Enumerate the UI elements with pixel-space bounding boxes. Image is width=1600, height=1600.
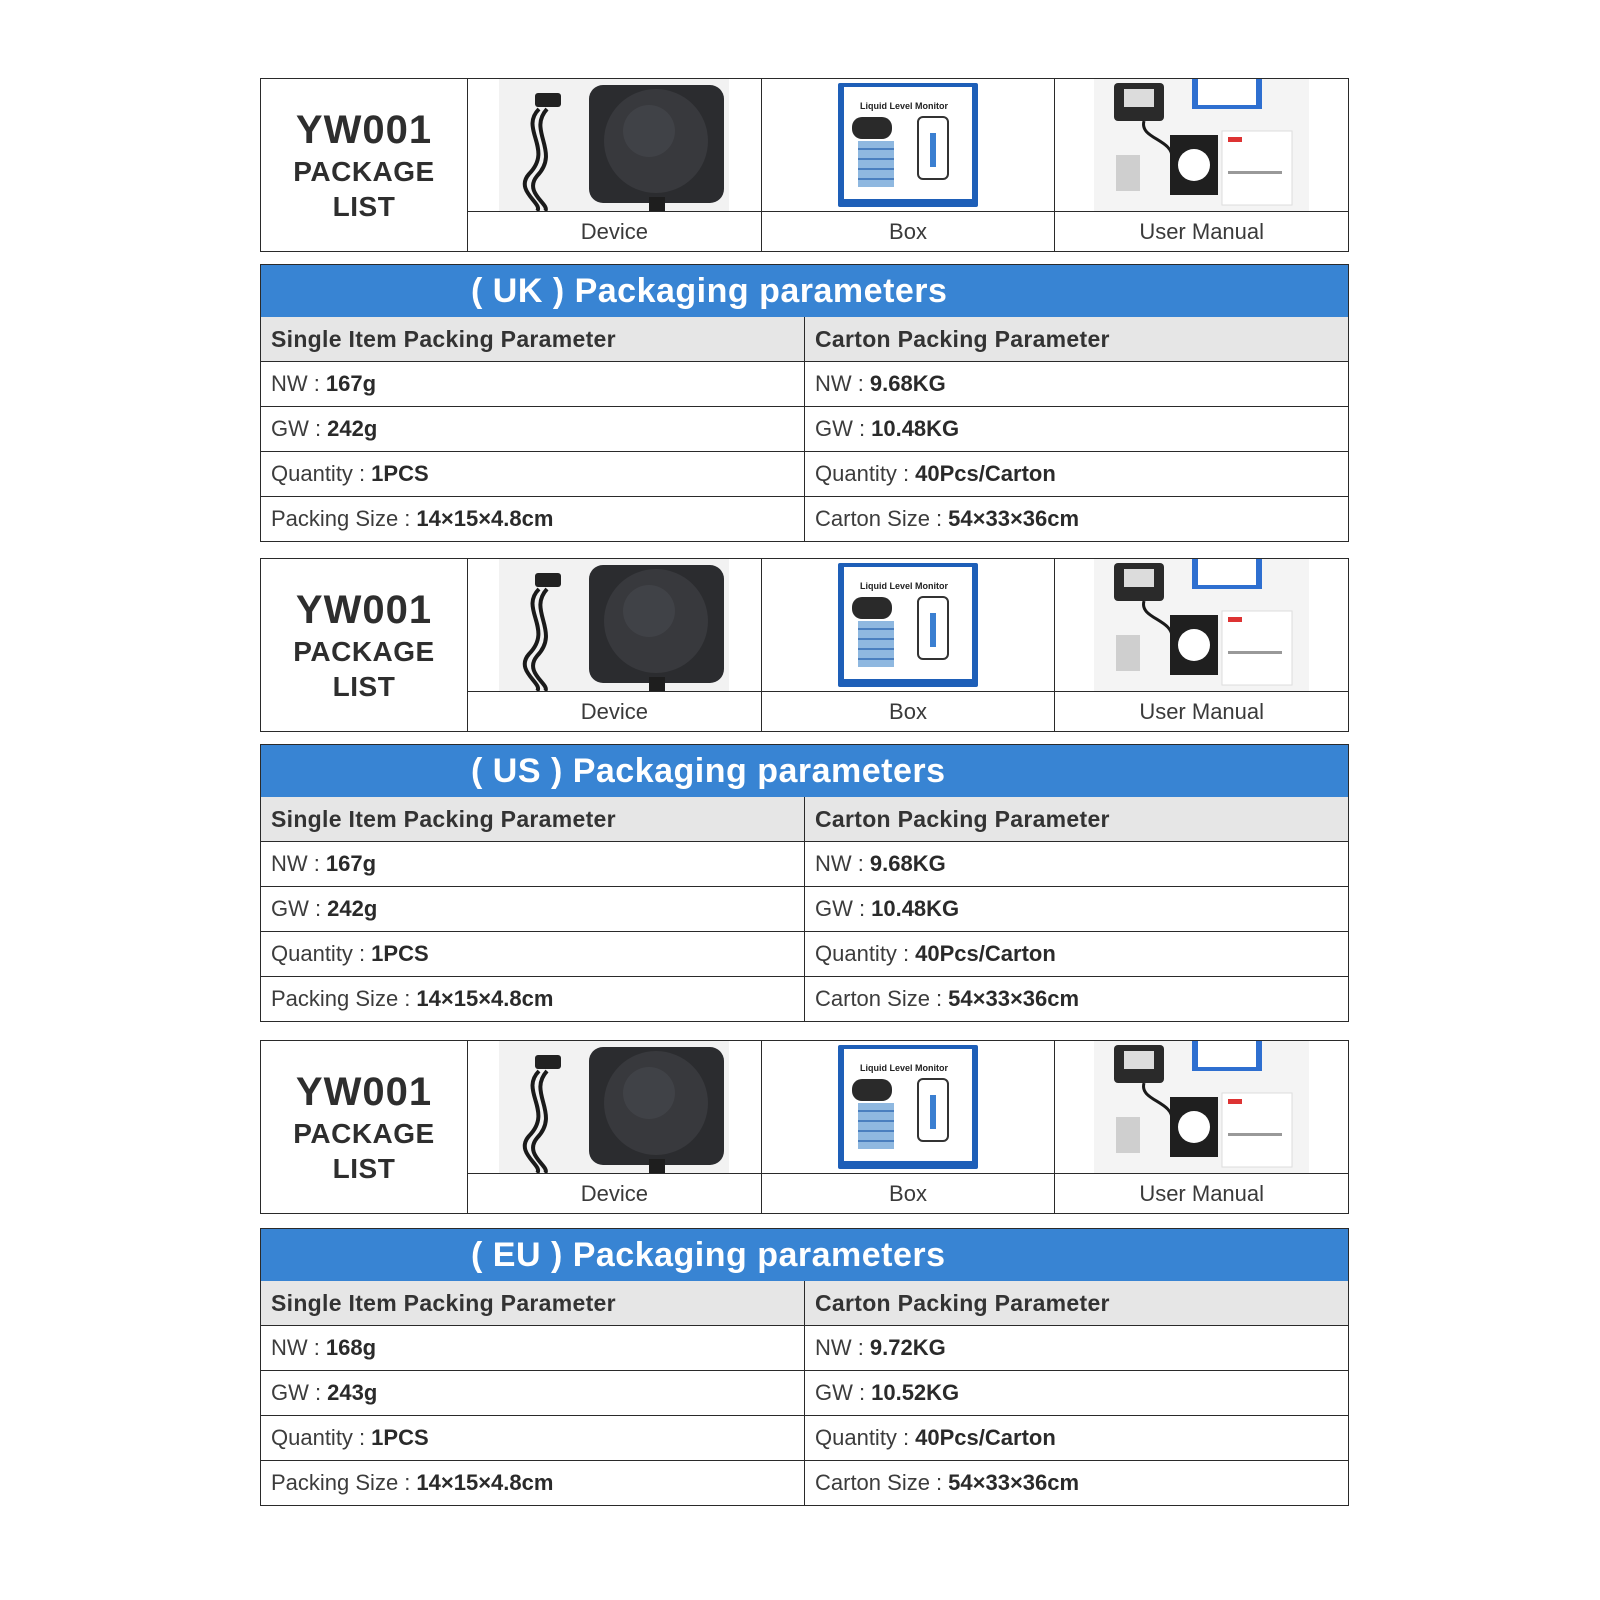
package-list-label: PACKAGE xyxy=(293,636,435,667)
table-header-row xyxy=(261,317,1348,361)
param-value: 54×33×36cm xyxy=(948,1470,1080,1495)
param-value: 167g xyxy=(325,371,377,396)
param-label: NW : xyxy=(815,851,864,876)
param-value: 243g xyxy=(327,1380,378,1405)
table-row xyxy=(261,931,1348,976)
box-photo-icon xyxy=(838,563,978,687)
manual-photo-icon xyxy=(1094,1041,1309,1173)
param-value: 9.68KG xyxy=(869,371,946,396)
param-label: Quantity : xyxy=(271,461,366,486)
param-value: 168g xyxy=(325,1335,377,1360)
single-item-header: Single Item Packing Parameter xyxy=(271,325,616,352)
table-row xyxy=(261,976,1348,1021)
package-item-box xyxy=(762,79,1056,251)
package-item-label: Box xyxy=(889,1180,927,1206)
param-label: Carton Size : xyxy=(815,986,943,1011)
table-row xyxy=(261,1370,1348,1415)
packaging-parameters-table xyxy=(260,744,1349,1022)
device-photo-icon xyxy=(499,1041,729,1173)
package-item-label: User Manual xyxy=(1139,218,1265,244)
param-value: 14×15×4.8cm xyxy=(416,986,554,1011)
param-label: Quantity : xyxy=(815,1425,910,1450)
param-label: NW : xyxy=(271,371,320,396)
package-item-label: User Manual xyxy=(1139,1180,1265,1206)
param-label: GW : xyxy=(815,896,866,921)
param-value: 10.52KG xyxy=(871,1380,960,1405)
param-value: 10.48KG xyxy=(871,896,960,921)
package-list-title xyxy=(261,1041,468,1213)
package-list-label: LIST xyxy=(332,671,396,702)
param-label: Packing Size : xyxy=(271,1470,411,1495)
param-value: 1PCS xyxy=(371,461,429,486)
carton-header: Carton Packing Parameter xyxy=(804,797,1348,841)
carton-header: Carton Packing Parameter xyxy=(804,317,1348,361)
param-value: 9.68KG xyxy=(869,851,946,876)
package-list-label: LIST xyxy=(332,1153,396,1184)
package-item-label: Box xyxy=(889,218,927,244)
table-row xyxy=(261,1460,1348,1505)
device-photo-icon xyxy=(499,79,729,211)
package-item-manual xyxy=(1055,1041,1348,1213)
param-label: NW : xyxy=(271,1335,320,1360)
package-list-title xyxy=(261,79,468,251)
table-row xyxy=(261,451,1348,496)
param-label: Packing Size : xyxy=(271,506,411,531)
section-banner: ( UK ) Packaging parameters xyxy=(261,265,1348,317)
param-value: 242g xyxy=(327,416,378,441)
param-value: 40Pcs/Carton xyxy=(915,1425,1056,1450)
package-list-table xyxy=(260,558,1349,732)
param-label: GW : xyxy=(271,896,322,921)
table-row xyxy=(261,886,1348,931)
section-banner: ( US ) Packaging parameters xyxy=(261,745,1348,797)
package-item-label: User Manual xyxy=(1139,698,1265,724)
section-banner: ( EU ) Packaging parameters xyxy=(261,1229,1348,1281)
carton-header: Carton Packing Parameter xyxy=(804,1281,1348,1325)
param-label: GW : xyxy=(271,1380,322,1405)
param-label: Quantity : xyxy=(815,941,910,966)
table-row xyxy=(261,496,1348,541)
param-label: NW : xyxy=(815,1335,864,1360)
param-label: Carton Size : xyxy=(815,1470,943,1495)
package-item-device xyxy=(468,79,762,251)
single-item-header: Single Item Packing Parameter xyxy=(271,1289,616,1316)
param-label: GW : xyxy=(271,416,322,441)
single-item-header: Single Item Packing Parameter xyxy=(271,805,616,832)
param-value: 40Pcs/Carton xyxy=(915,941,1056,966)
param-value: 242g xyxy=(327,896,378,921)
package-item-label: Device xyxy=(580,1180,648,1206)
package-item-device xyxy=(468,1041,762,1213)
param-value: 40Pcs/Carton xyxy=(915,461,1056,486)
param-value: 10.48KG xyxy=(871,416,960,441)
package-item-box xyxy=(762,1041,1056,1213)
param-label: Carton Size : xyxy=(815,506,943,531)
param-label: GW : xyxy=(815,1380,866,1405)
device-photo-icon xyxy=(499,559,729,691)
package-item-device xyxy=(468,559,762,731)
package-list-title xyxy=(261,559,468,731)
svg-text:Liquid Level Monitor: Liquid Level Monitor xyxy=(860,1063,948,1073)
table-row xyxy=(261,406,1348,451)
model-name: YW001 xyxy=(295,1070,433,1114)
table-row xyxy=(261,361,1348,406)
package-item-manual xyxy=(1055,79,1348,251)
package-list-label: LIST xyxy=(332,191,396,222)
table-row xyxy=(261,1325,1348,1370)
package-item-manual xyxy=(1055,559,1348,731)
param-value: 1PCS xyxy=(371,941,429,966)
package-item-box xyxy=(762,559,1056,731)
param-value: 9.72KG xyxy=(869,1335,946,1360)
package-list-label: PACKAGE xyxy=(293,1118,435,1149)
table-header-row xyxy=(261,797,1348,841)
package-item-label: Box xyxy=(889,698,927,724)
table-row xyxy=(261,1415,1348,1460)
param-label: GW : xyxy=(815,416,866,441)
svg-text:Liquid Level Monitor: Liquid Level Monitor xyxy=(860,581,948,591)
packaging-parameters-table xyxy=(260,264,1349,542)
param-value: 14×15×4.8cm xyxy=(416,506,554,531)
param-value: 54×33×36cm xyxy=(948,506,1080,531)
table-row xyxy=(261,841,1348,886)
packaging-parameters-table xyxy=(260,1228,1349,1506)
package-list-label: PACKAGE xyxy=(293,156,435,187)
table-header-row xyxy=(261,1281,1348,1325)
param-value: 1PCS xyxy=(371,1425,429,1450)
package-list-table xyxy=(260,1040,1349,1214)
package-item-label: Device xyxy=(580,218,648,244)
param-label: Quantity : xyxy=(815,461,910,486)
param-label: Quantity : xyxy=(271,941,366,966)
box-photo-icon xyxy=(838,1045,978,1169)
param-value: 167g xyxy=(325,851,377,876)
param-value: 14×15×4.8cm xyxy=(416,1470,554,1495)
package-list-table xyxy=(260,78,1349,252)
manual-photo-icon xyxy=(1094,79,1309,211)
param-label: Quantity : xyxy=(271,1425,366,1450)
package-item-label: Device xyxy=(580,698,648,724)
model-name: YW001 xyxy=(295,108,433,152)
manual-photo-icon xyxy=(1094,559,1309,691)
param-label: NW : xyxy=(815,371,864,396)
box-photo-icon xyxy=(838,83,978,207)
model-name: YW001 xyxy=(295,588,433,632)
param-label: Packing Size : xyxy=(271,986,411,1011)
svg-text:Liquid Level Monitor: Liquid Level Monitor xyxy=(860,101,948,111)
param-label: NW : xyxy=(271,851,320,876)
param-value: 54×33×36cm xyxy=(948,986,1080,1011)
